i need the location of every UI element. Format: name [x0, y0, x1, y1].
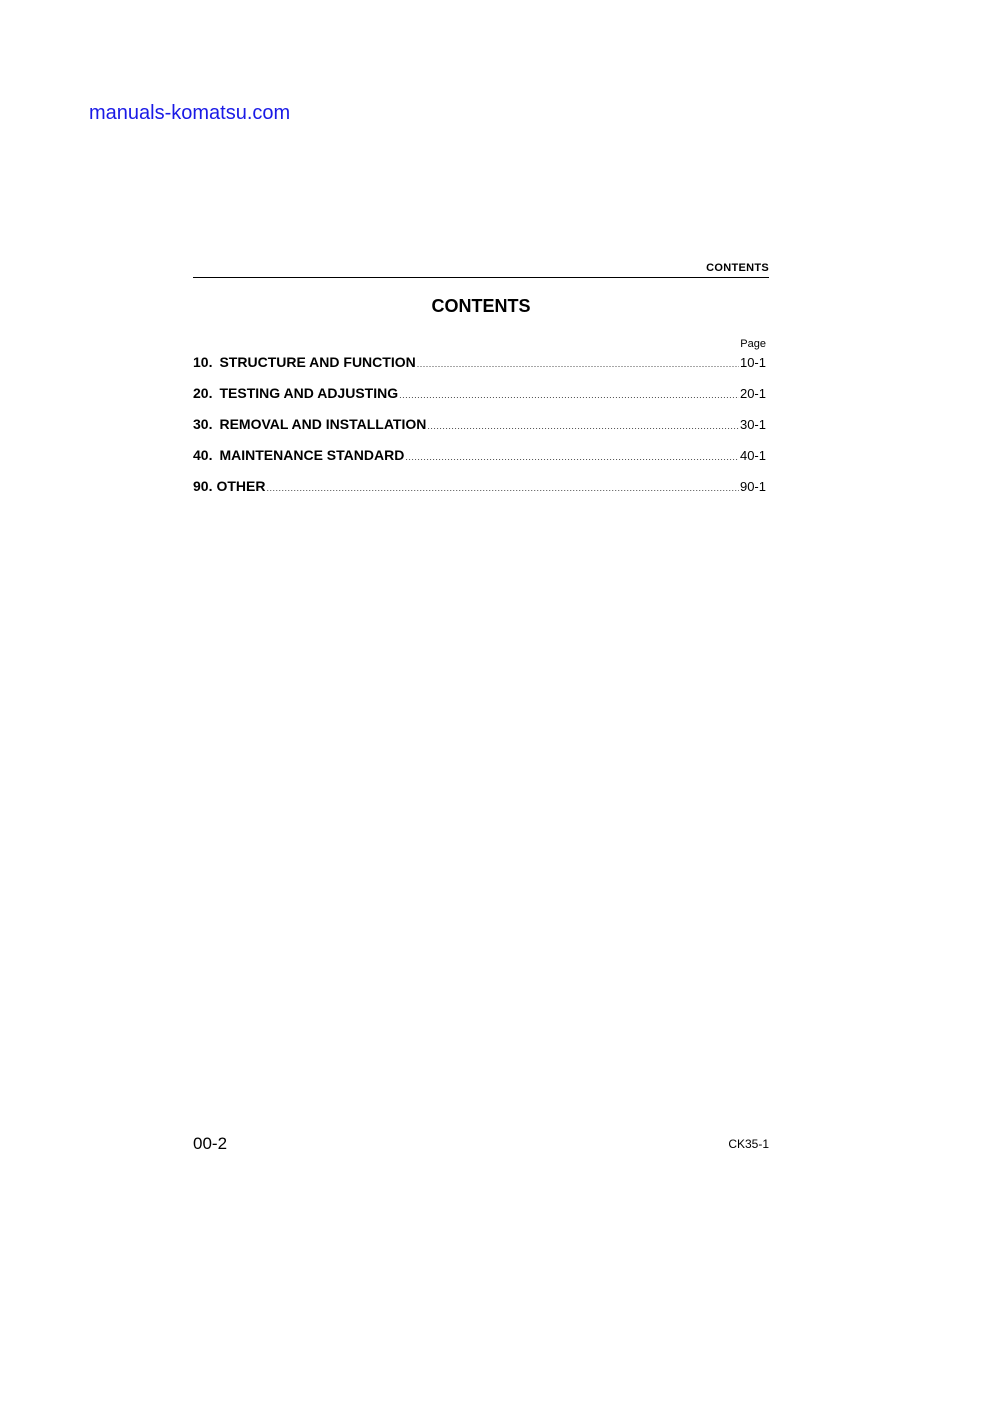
toc-entry-page: 10-1	[739, 355, 766, 370]
toc-entry-page: 20-1	[739, 386, 766, 401]
toc-entry-page: 30-1	[739, 417, 766, 432]
dot-leader	[405, 452, 739, 462]
toc-entry-number: 20.	[193, 385, 213, 401]
toc-entry-other[interactable]	[193, 478, 766, 509]
toc-entry-number: 40.	[193, 447, 213, 463]
toc-entry-maintenance-standard[interactable]	[193, 447, 766, 478]
watermark-link[interactable]: manuals-komatsu.com	[89, 102, 291, 124]
toc-entry-title: MAINTENANCE STANDARD	[219, 447, 405, 463]
toc-entry-removal-and-installation[interactable]	[193, 416, 766, 447]
toc-entry-number: 30.	[193, 416, 213, 432]
page-title: CONTENTS	[431, 296, 531, 316]
toc-entry-title: STRUCTURE AND FUNCTION	[219, 354, 416, 370]
dot-leader	[417, 359, 739, 369]
footer-model-code: CK35-1	[728, 1137, 769, 1151]
header-divider	[193, 277, 769, 278]
dot-leader	[399, 390, 739, 400]
toc-entry-testing-and-adjusting[interactable]	[193, 385, 766, 416]
toc-entry-page: 40-1	[739, 448, 766, 463]
toc-entry-title: REMOVAL AND INSTALLATION	[219, 416, 427, 432]
running-header: CONTENTS	[706, 262, 769, 274]
table-of-contents	[193, 354, 766, 509]
toc-entry-page: 90-1	[739, 479, 766, 494]
toc-entry-number: 10.	[193, 354, 213, 370]
toc-entry-title: OTHER	[216, 478, 266, 494]
dot-leader	[266, 483, 739, 493]
footer-page-number: 00-2	[193, 1134, 228, 1153]
toc-entry-number: 90.	[193, 478, 213, 494]
page-column-label: Page	[740, 338, 766, 350]
toc-entry-title: TESTING AND ADJUSTING	[219, 385, 399, 401]
toc-entry-structure-and-function[interactable]	[193, 354, 766, 385]
dot-leader	[427, 421, 739, 431]
